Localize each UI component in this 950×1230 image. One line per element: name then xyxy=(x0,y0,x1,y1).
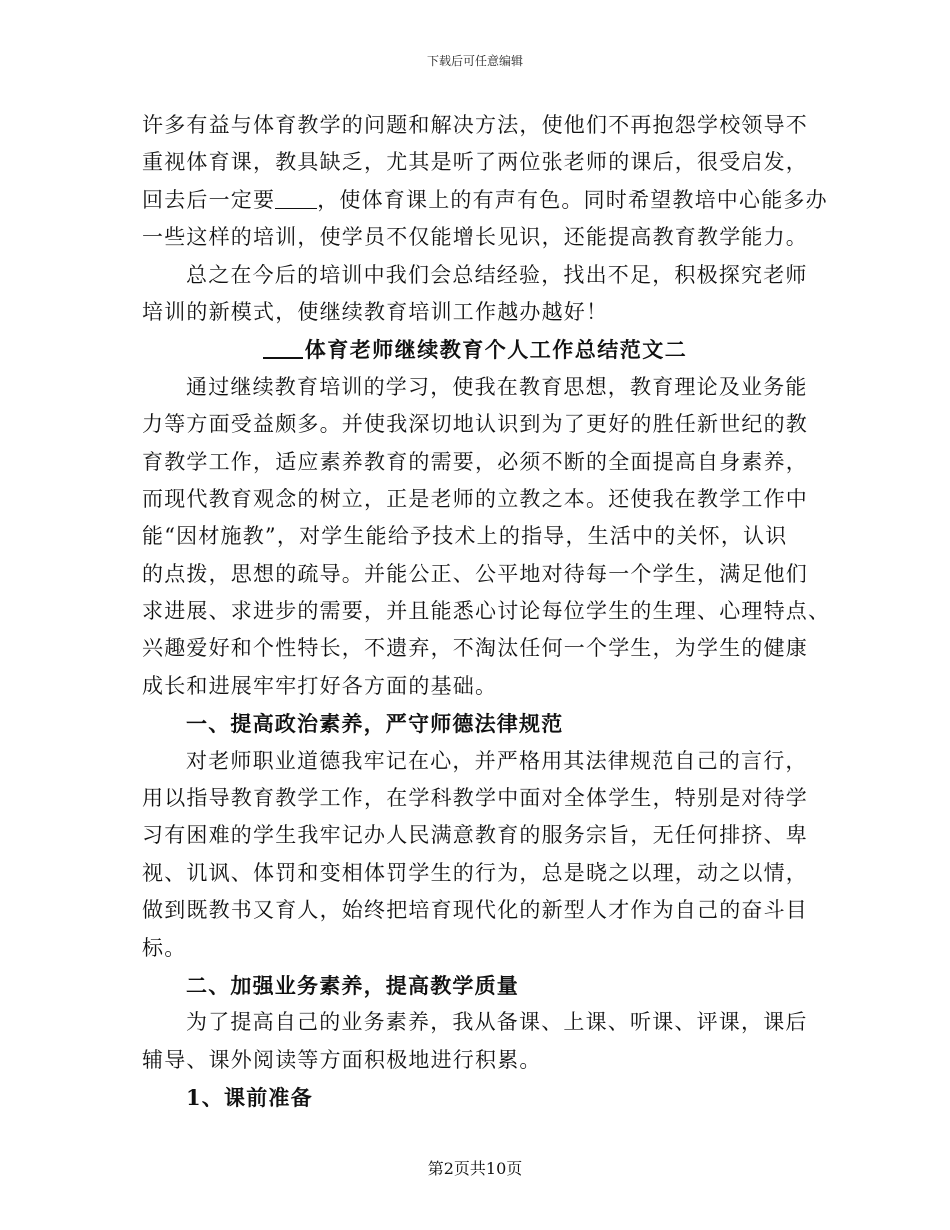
text-line: 育教学工作，适应素养教育的需要，必须不断的全面提高自身素养， xyxy=(142,449,808,474)
text-line: 许多有益与体育教学的问题和解决方法，使他们不再抱怨学校领导不 xyxy=(142,113,808,137)
text-line: 兴趣爱好和个性特长，不遗弃，不淘汰任何一个学生，为学生的健康 xyxy=(142,636,808,661)
text-segment: ，使体育课上的有声有色。同时希望教培中心能多办 xyxy=(317,187,828,212)
paragraph-first-line: 为了提高自己的业务素养，我从备课、上课、听课、评课，课后 xyxy=(186,1010,808,1035)
paragraph-first-line: 对老师职业道德我牢记在心，并严格用其法律规范自己的言行， xyxy=(186,748,808,773)
title-blank xyxy=(263,335,303,359)
text-line: 成长和进展牢牢打好各方面的基础。 xyxy=(142,673,498,698)
text-line: 习有困难的学生我牢记办人民满意教育的服务宗旨，无任何排挤、卑 xyxy=(142,823,808,848)
text-line: 能“因材施教”，对学生能给予技术上的指导，生活中的关怀，认识 xyxy=(142,524,788,549)
text-line: 视、讥讽、体罚和变相体罚学生的行为，总是晓之以理，动之以情， xyxy=(142,860,808,885)
section-title-text: 体育老师继续教育个人工作总结范文二 xyxy=(304,337,688,363)
subsection-heading: 1、课前准备 xyxy=(186,1085,313,1111)
text-line: 而现代教育观念的树立，正是老师的立教之本。还使我在教学工作中 xyxy=(142,486,808,511)
text-line: 的点拨，思想的疏导。并能公正、公平地对待每一个学生，满足他们 xyxy=(142,561,808,586)
section-heading: 二、加强业务素养，提高教学质量 xyxy=(186,972,519,998)
text-line: 力等方面受益颇多。并使我深切地认识到为了更好的胜任新世纪的教 xyxy=(142,412,808,437)
text-line: 辅导、课外阅读等方面积极地进行积累。 xyxy=(142,1047,542,1072)
page-header: 下载后可任意编辑 xyxy=(426,54,523,68)
paragraph-first-line: 总之在今后的培训中我们会总结经验，找出不足，积极探究老师 xyxy=(186,262,808,287)
section-heading: 一、提高政治素养，严守师德法律规范 xyxy=(186,711,564,737)
text-line: 标。 xyxy=(142,935,187,960)
text-line: 用以指导教育教学工作，在学科教学中面对全体学生，特别是对待学 xyxy=(142,786,808,811)
text-line: 求进展、求进步的需要，并且能悉心讨论每位学生的生理、心理特点、 xyxy=(142,599,831,624)
paragraph-first-line: 通过继续教育培训的学习，使我在教育思想，教育理论及业务能 xyxy=(186,374,808,399)
section-title xyxy=(142,331,808,368)
text-line: 做到既教书又育人，始终把培育现代化的新型人才作为自己的奋斗目 xyxy=(142,898,808,923)
text-line: 一些这样的培训，使学员不仅能增长见识，还能提高教育教学能力。 xyxy=(142,225,808,250)
page-number: 第2页共10页 xyxy=(427,1159,523,1178)
text-line: 重视体育课，教具缺乏，尤其是听了两位张老师的课后，很受启发， xyxy=(142,150,808,175)
text-line: 培训的新模式，使继续教育培训工作越办越好！ xyxy=(142,299,609,324)
fill-in-blank xyxy=(275,186,317,209)
document-body xyxy=(142,107,831,1117)
text-segment: 回去后一定要 xyxy=(142,187,276,212)
text-line xyxy=(142,182,828,219)
